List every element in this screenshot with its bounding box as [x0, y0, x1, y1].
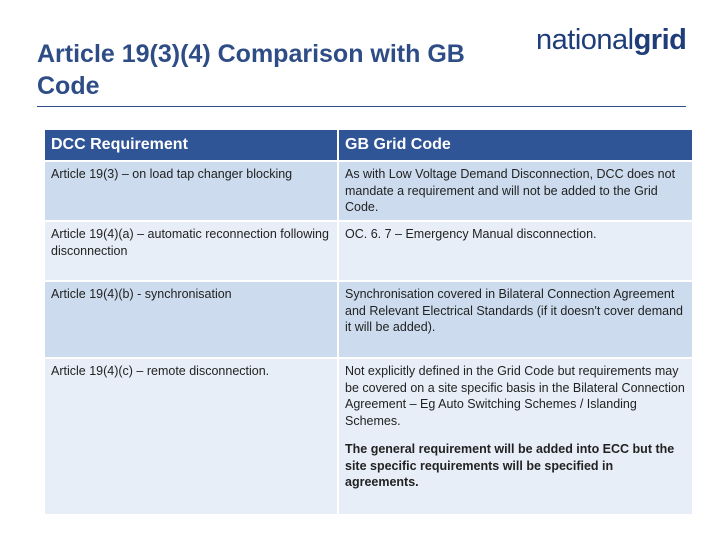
slide-title: Article 19(3)(4) Comparison with GB Code — [37, 40, 465, 100]
logo-text-grid: grid — [633, 24, 687, 56]
gb-code-cell: As with Low Voltage Demand Disconnection, DCC does not mandate a requirement and will not be added to the Grid Code. — [338, 161, 693, 221]
requirement-cell: Article 19(4)(c) – remote disconnection. — [44, 358, 338, 515]
table-row — [44, 358, 693, 515]
table-row — [44, 221, 693, 281]
header-dcc-requirement: DCC Requirement — [44, 129, 338, 161]
requirement-cell: Article 19(4)(a) – automatic reconnection following disconnection — [44, 221, 338, 281]
logo-text-national: national — [536, 24, 634, 56]
table-row — [44, 281, 693, 358]
gb-code-note: The general requirement will be added into ECC but the site specific requirements will be specified in agreements. — [345, 442, 675, 489]
header-gb-grid-code: GB Grid Code — [338, 129, 693, 161]
national-grid-logo — [536, 24, 686, 57]
title-divider — [37, 106, 686, 107]
table-header-row — [44, 129, 693, 161]
requirement-cell: Article 19(3) – on load tap changer blocking — [44, 161, 338, 221]
gb-code-cell: OC. 6. 7 – Emergency Manual disconnection. — [338, 221, 693, 281]
gb-code-text: Not explicitly defined in the Grid Code but requirements may be covered on a site specific basis in the Bilateral Connection Agreement – Eg Auto Switching Schemes / Islanding Schemes. — [345, 364, 685, 428]
requirement-cell: Article 19(4)(b) - synchronisation — [44, 281, 338, 358]
gb-code-cell — [338, 358, 693, 515]
table-row — [44, 161, 693, 221]
comparison-table — [43, 128, 694, 516]
gb-code-cell: Synchronisation covered in Bilateral Connection Agreement and Relevant Electrical Standards (if it doesn't cover demand it will be added). — [338, 281, 693, 358]
